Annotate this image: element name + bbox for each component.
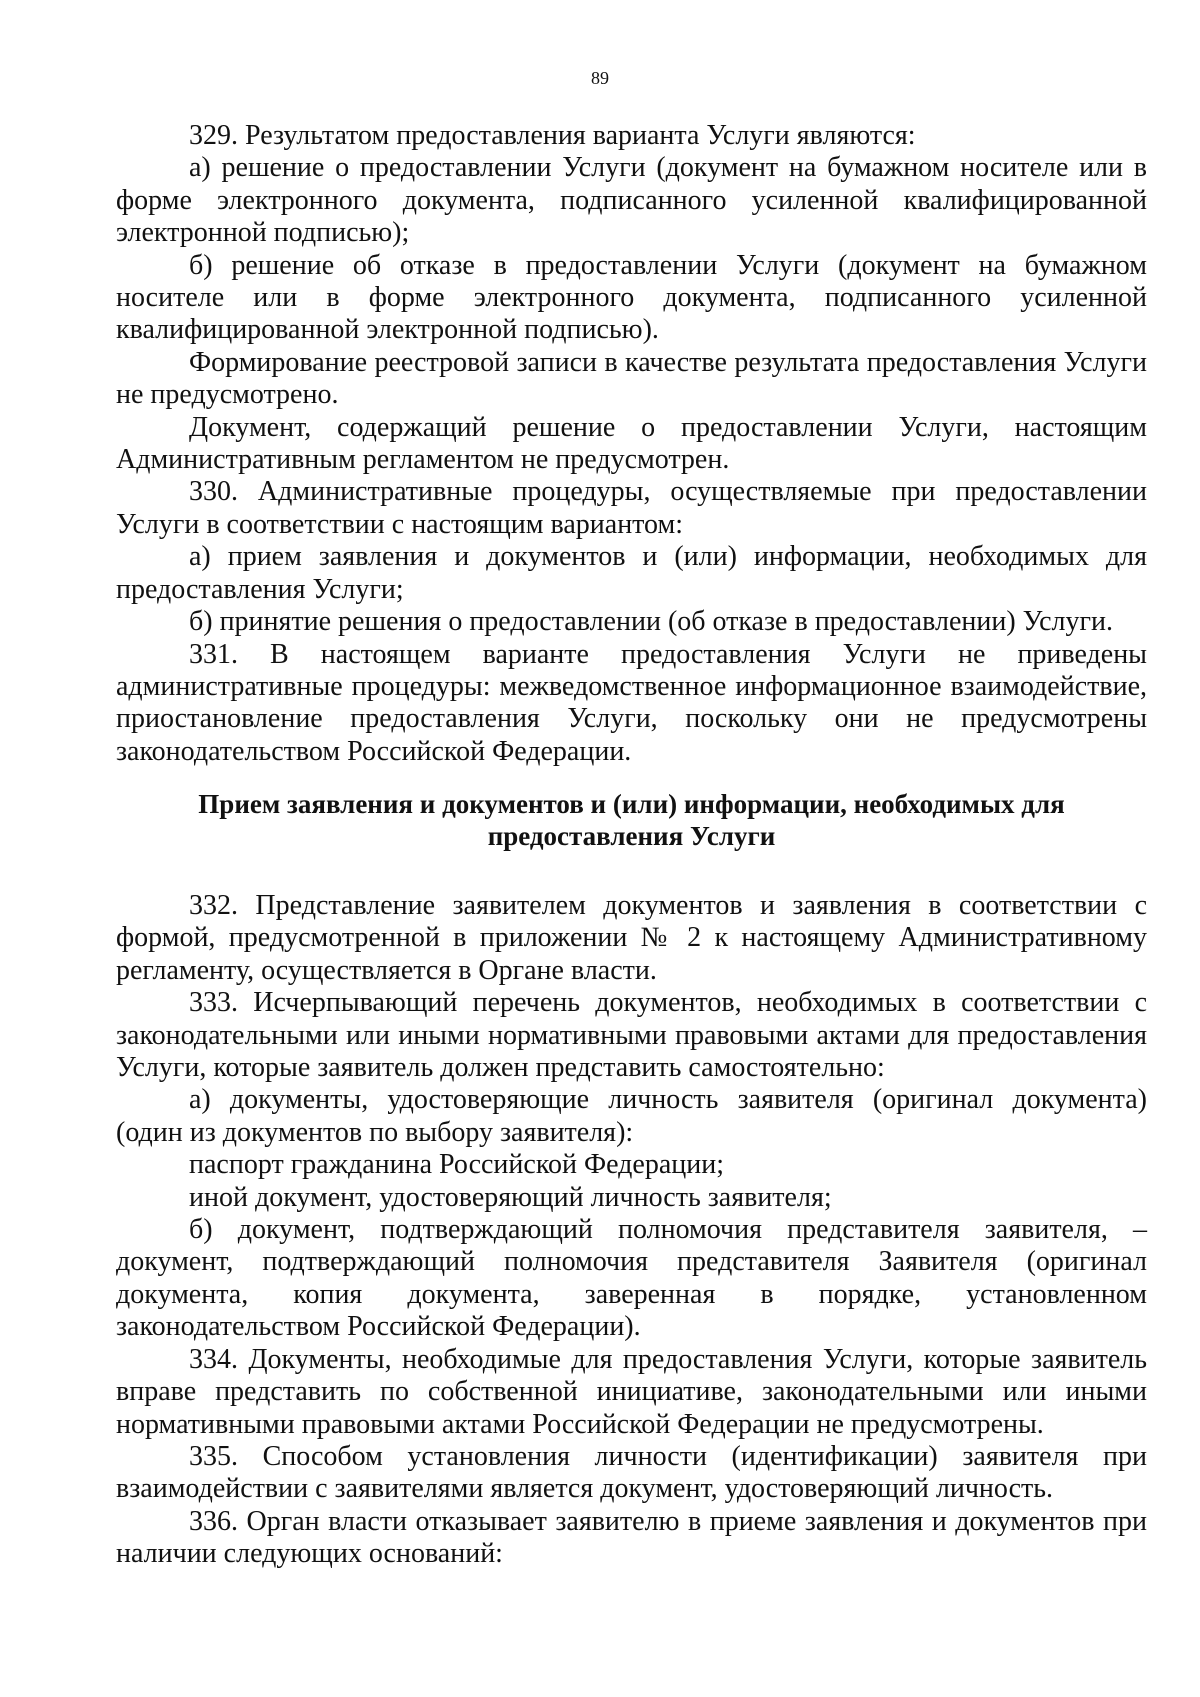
paragraph-334: 334. Документы, необходимые для предоставления Услуги, которые заявитель вправе представить по собственной инициативе, законодательными или иными нормативными правовыми актами Российской Федерации не предусмотрены. xyxy=(116,1343,1147,1440)
paragraph-335: 335. Способом установления личности (идентификации) заявителя при взаимодействии с заявителями является документ, удостоверяющий личность. xyxy=(116,1440,1147,1505)
list-item-other-id: иной документ, удостоверяющий личность заявителя; xyxy=(189,1181,832,1213)
paragraph-331: 331. В настоящем варианте предоставления Услуги не приведены административные процедуры: межведомственное информационное взаимодействие, приостановление предоставления Услуги, поскольку они не предусмотрены законодательством Российской Федерации. xyxy=(116,638,1147,767)
paragraph-333: 333. Исчерпывающий перечень документов, необходимых в соответствии с законодательными или иными нормативными правовыми актами для предоставления Услуги, которые заявитель должен представить самостоятельно: xyxy=(116,987,1147,1084)
section-body-application xyxy=(116,890,1147,1571)
paragraph-registry-record: Формирование реестровой записи в качестве результата предоставления Услуги не предусмотрено. xyxy=(116,346,1147,411)
paragraph-329-b: б) решение об отказе в предоставлении Услуги (документ на бумажном носителе или в форме электронного документа, подписанного усиленной квалифицированной электронной подписью). xyxy=(116,249,1147,346)
section-body-results xyxy=(116,120,1147,768)
paragraph-329-a: а) решение о предоставлении Услуги (документ на бумажном носителе или в форме электронного документа, подписанного усиленной квалифицированной электронной подписью); xyxy=(116,152,1147,249)
page-number: 89 xyxy=(591,68,609,88)
paragraph-336: 336. Орган власти отказывает заявителю в приеме заявления и документов при наличии следующих оснований: xyxy=(116,1505,1147,1570)
list-item-passport: паспорт гражданина Российской Федерации; xyxy=(189,1149,725,1181)
paragraph-333-b: б) документ, подтверждающий полномочия представителя заявителя, – документ, подтверждающий полномочия представителя Заявителя (оригинал документа, копия документа, заверенная в порядке, установленном законодательством Российской Федерации). xyxy=(116,1214,1147,1343)
paragraph-330-b: б) принятие решения о предоставлении (об отказе в предоставлении) Услуги. xyxy=(189,606,1113,638)
section-heading: Прием заявления и документов и (или) информации, необходимых для предоставления Услуги xyxy=(198,789,1065,851)
paragraph-330-a: а) прием заявления и документов и (или) информации, необходимых для предоставления Услуги; xyxy=(116,541,1147,605)
paragraph-332: 332. Представление заявителем документов и заявления в соответствии с формой, предусмотренной в приложении № 2 к настоящему Административному регламенту, осуществляется в Органе власти. xyxy=(116,890,1147,986)
paragraph-329: 329. Результатом предоставления варианта Услуги являются: xyxy=(189,120,916,151)
paragraph-330: 330. Административные процедуры, осуществляемые при предоставлении Услуги в соответствии с настоящим вариантом: xyxy=(116,476,1147,540)
paragraph-decision-document: Документ, содержащий решение о предоставлении Услуги, настоящим Административным регламентом не предусмотрен. xyxy=(116,411,1147,476)
paragraph-333-a: а) документы, удостоверяющие личность заявителя (оригинал документа) (один из документов по выбору заявителя): xyxy=(116,1084,1147,1148)
